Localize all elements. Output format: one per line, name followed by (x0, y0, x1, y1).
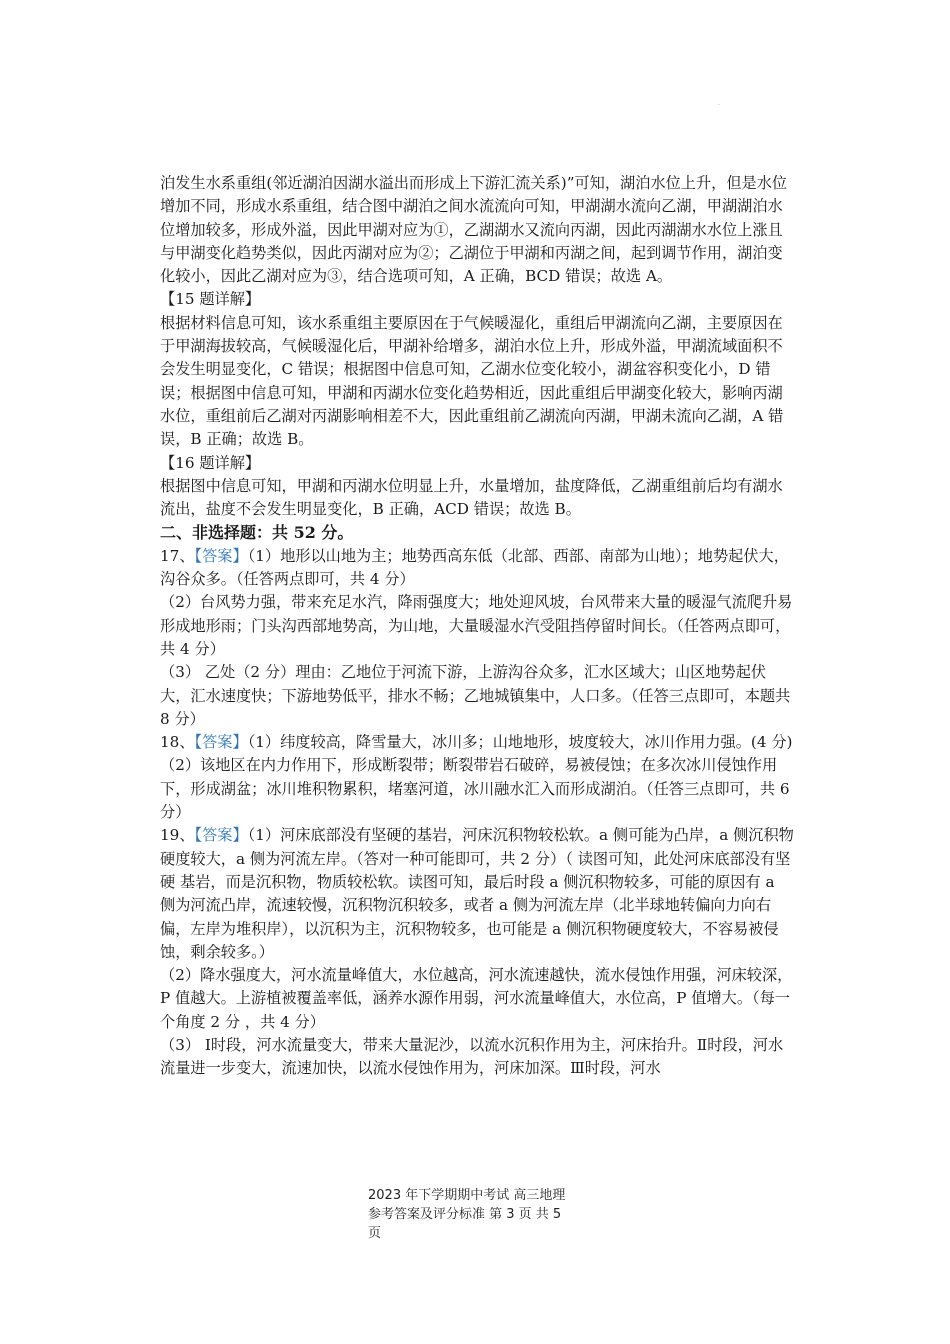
q19-part3: （3） Ⅰ时段，河水流量变大，带来大量泥沙，以流水沉积作用为主，河床抬升。Ⅱ时段，河水流量进一步变大，流速加快，以流水侵蚀作用为，河床加深。Ⅲ时段，河水 (160, 1035, 784, 1078)
q17-part1 (160, 545, 794, 592)
heading-q16: 【16 题详解】 (160, 453, 261, 472)
footer-page-suffix: 页 (368, 1226, 382, 1241)
q17-answer-label: 【答案】 (194, 546, 248, 565)
q18-answer-label: 【答案】 (194, 733, 248, 752)
q19-part2: （2）降水强度大，河水流量峰值大，水位越高，河水流速越快，流水侵蚀作用强，河床较深，P 值越大。上游植被覆盖率低，涵养水源作用弱，河水流量峰值大，水位高，P 值增大。（每一个角度 2 分 ，共 4 分） (160, 966, 793, 1031)
footer-page-info: 参考答案及评分标准 第 3 页 共 5 (368, 1207, 562, 1222)
q17-number: 17、 (160, 546, 195, 565)
q19-part1 (160, 824, 794, 964)
paragraph-q15: 根据材料信息可知，该水系重组主要原因在于气候暖湿化，重组后甲湖流向乙湖，主要原因在于甲湖海拔较高，气候暖湿化后，甲湖补给增多，湖泊水位上升，形成外溢，甲湖流域面积不会发生明显变化，C 错误；根据图中信息可知，乙湖水位变化较小，湖盆容积变化小，D 错误；根据图中信息可知，甲湖和丙湖水位变化趋势相近，因此重组后甲湖变化较大，影响丙湖水位，重组前后乙湖对丙湖影响相差不大，因此重组前乙湖流向丙湖，甲湖未流向乙湖，A 错误，B 正确；故选 B。 (160, 313, 784, 449)
heading-q15: 【15 题详解】 (160, 290, 261, 309)
scan-dot: . (718, 100, 720, 107)
footer-exam-title: 2023 年下学期期中考试 高三地理 (368, 1188, 566, 1203)
q17-part1-text: （1）地形以山地为主；地势西高东低（北部、西部、南部为山地）；地势起伏大，沟谷众多。（任答两点即可，共 4 分） (160, 546, 789, 589)
paragraph-q16: 根据图中信息可知，甲湖和丙湖水位明显上升，水量增加，盐度降低，乙湖重组前后均有湖水流出，盐度不会发生明显变化，B 正确，ACD 错误；故选 B。 (160, 476, 783, 519)
q19-answer-label: 【答案】 (194, 826, 248, 845)
q19-part1-text: （1）河床底部没有坚硬的基岩，河床沉积物较松软。a 侧可能为凸岸，a 侧沉积物硬度较大，a 侧为河流左岸。（答对一种可能即可，共 2 分）（ 读图可知，此处河床底部没有坚硬 基岩，而是沉积物，物质较松软。读图可知，最后时段 a 侧沉积物较多，可能的原因有 a 侧为河流凸岸，流速较慢，沉积物沉积较多，或者 a 侧为河流左岸（北半球地转偏向力向右偏，左岸为堆积岸），以沉积为主，沉积物较多，也可能是 a 侧沉积物硬度较大，不容易被侵蚀，剩余较多。） (160, 826, 794, 961)
q18-number: 18、 (160, 733, 195, 752)
page-footer (368, 1186, 608, 1243)
q18-part2: （2）该地区在内力作用下，形成断裂带；断裂带岩石破碎，易被侵蚀；在多次冰川侵蚀作用下，形成湖盆；冰川堆积物累积，堵塞河道，冰川融水汇入而形成湖泊。（任答三点即可，共 6 分） (160, 756, 790, 822)
q18-part1-text: （1）纬度较高，降雪量大，冰川多；山地地形，坡度较大，冰川作用力强。(4 分) (247, 733, 793, 752)
q17-part2: （2）台风势力强，带来充足水汽，降雨强度大；地处迎风坡，台风带来大量的暖湿气流爬升易形成地形雨；门头沟西部地势高，为山地，大量暖湿水汽受阻挡停留时间长。（任答两点即可，共 4 分） (160, 593, 793, 658)
q17-part3: （3） 乙处（2 分）理由：乙地位于河流下游，上游沟谷众多，汇水区域大；山区地势起伏大，汇水速度快；下游地势低平，排水不畅；乙地城镇集中，人口多。（任答三点即可，本题共 8 分） (160, 663, 791, 728)
answer-content (160, 172, 794, 1081)
section-heading-nonchoice: 二、非选择题：共 52 分。 (160, 523, 354, 543)
q19-number: 19、 (160, 826, 195, 845)
q18-part1 (160, 731, 794, 754)
paragraph-q14-continued: 泊发生水系重组(邻近湖泊因湖水溢出而形成上下游汇流关系)”可知，湖泊水位上升，但是水位增加不同，形成水系重组，结合图中湖泊之间水流流向可知，甲湖湖水流向乙湖，甲湖湖泊水位增加较多，形成外溢，因此甲湖对应为①，乙湖湖水又流向丙湖，因此丙湖湖水水位上涨且与甲湖变化趋势类似，因此丙湖对应为②；乙湖位于甲湖和丙湖之间，起到调节作用，湖泊变化较小，因此乙湖对应为③，结合选项可知，A 正确，BCD 错误；故选 A。 (160, 174, 788, 286)
